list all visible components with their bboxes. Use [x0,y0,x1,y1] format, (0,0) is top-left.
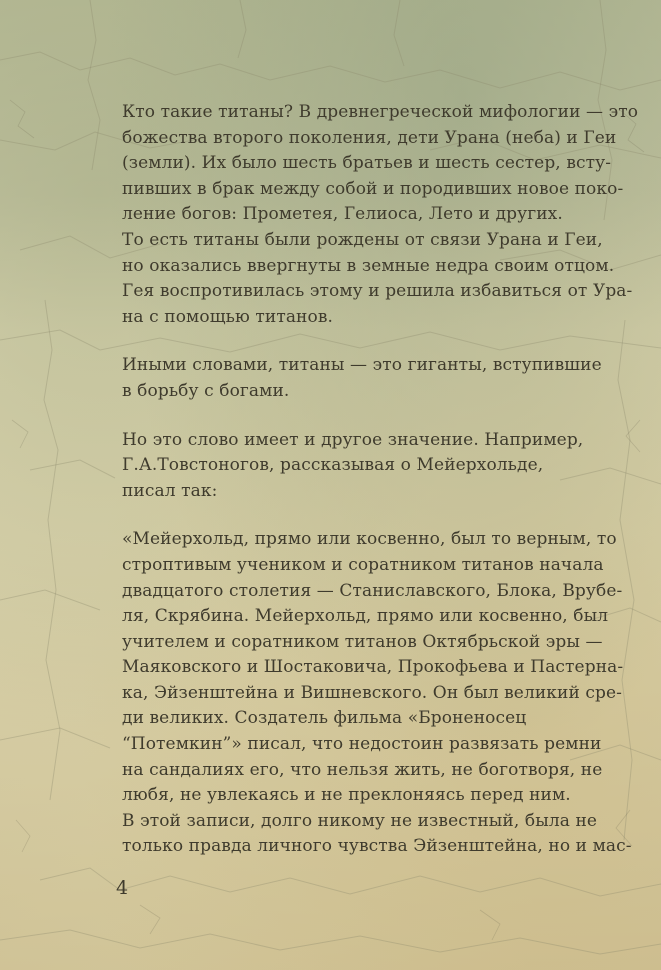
text-line: То есть титаны были рождены от связи Урана и Геи, [122,229,603,250]
paragraph-titans-giants [122,353,600,404]
text-line: двадцатого столетия — Станиславского, Блока, Врубе- [122,580,623,601]
text-line: Гея воспротивилась этому и решила избавиться от Ура- [122,281,633,302]
text-line: Но это слово имеет и другое значение. Например, [122,429,584,450]
text-line: Иными словами, титаны — это гиганты, вступившие [122,355,602,376]
paragraph-gap [122,330,600,353]
text-line: ля, Скрябина. Мейерхольд, прямо или косвенно, был [122,606,609,627]
paragraph-tovstonogov-intro [122,428,600,505]
text-line: на с помощью титанов. [122,306,333,327]
text-line: в борьбу с богами. [122,380,290,401]
text-line: В этой записи, долго никому не известный, была не [122,810,598,831]
text-line: но оказались ввергнуты в земные недра своим отцом. [122,255,615,276]
paragraph-titans-definition [122,100,639,330]
text-line: ди великих. Создатель фильма «Броненосец [122,708,527,729]
text-line: учителем и соратником титанов Октябрьской эры — [122,631,603,652]
text-line: любя, не увлекаясь и не преклоняясь перед ним. [122,785,571,806]
text-line: Маяковского и Шостаковича, Прокофьева и Пастерна- [122,657,624,678]
text-line: на сандалиях его, что нельзя жить, не боготворя, не [122,759,603,780]
text-line: ка, Эйзенштейна и Вишневского. Он был великий сре- [122,682,622,703]
text-line: “Потемкин”» писал, что недостоин развязать ремни [122,734,602,755]
paragraph-meyerhold-quote [122,527,632,860]
paragraph-gap [122,504,600,527]
text-line: писал так: [122,480,218,501]
page-number: 4 [116,877,129,899]
text-line: божества второго поколения, дети Урана (неба) и Геи [122,127,617,148]
text-line: «Мейерхольд, прямо или косвенно, был то верным, то [122,529,617,550]
text-line: Кто такие титаны? В древнегреческой мифологии — это [122,102,639,122]
text-line: пивших в брак между собой и породивших новое поко- [122,178,624,199]
paragraph-gap [122,405,600,428]
text-line: (земли). Их было шесть братьев и шесть сестер, всту- [122,153,612,174]
text-line: строптивым учеником и соратником титанов начала [122,554,604,575]
text-line: Г.А.Товстоногов, рассказывая о Мейерхольде, [122,455,544,476]
text-line: ление богов: Прометея, Гелиоса, Лето и других. [122,204,563,225]
text-line: только правда личного чувства Эйзенштейна, но и мас- [122,836,632,857]
page-text [122,100,639,860]
